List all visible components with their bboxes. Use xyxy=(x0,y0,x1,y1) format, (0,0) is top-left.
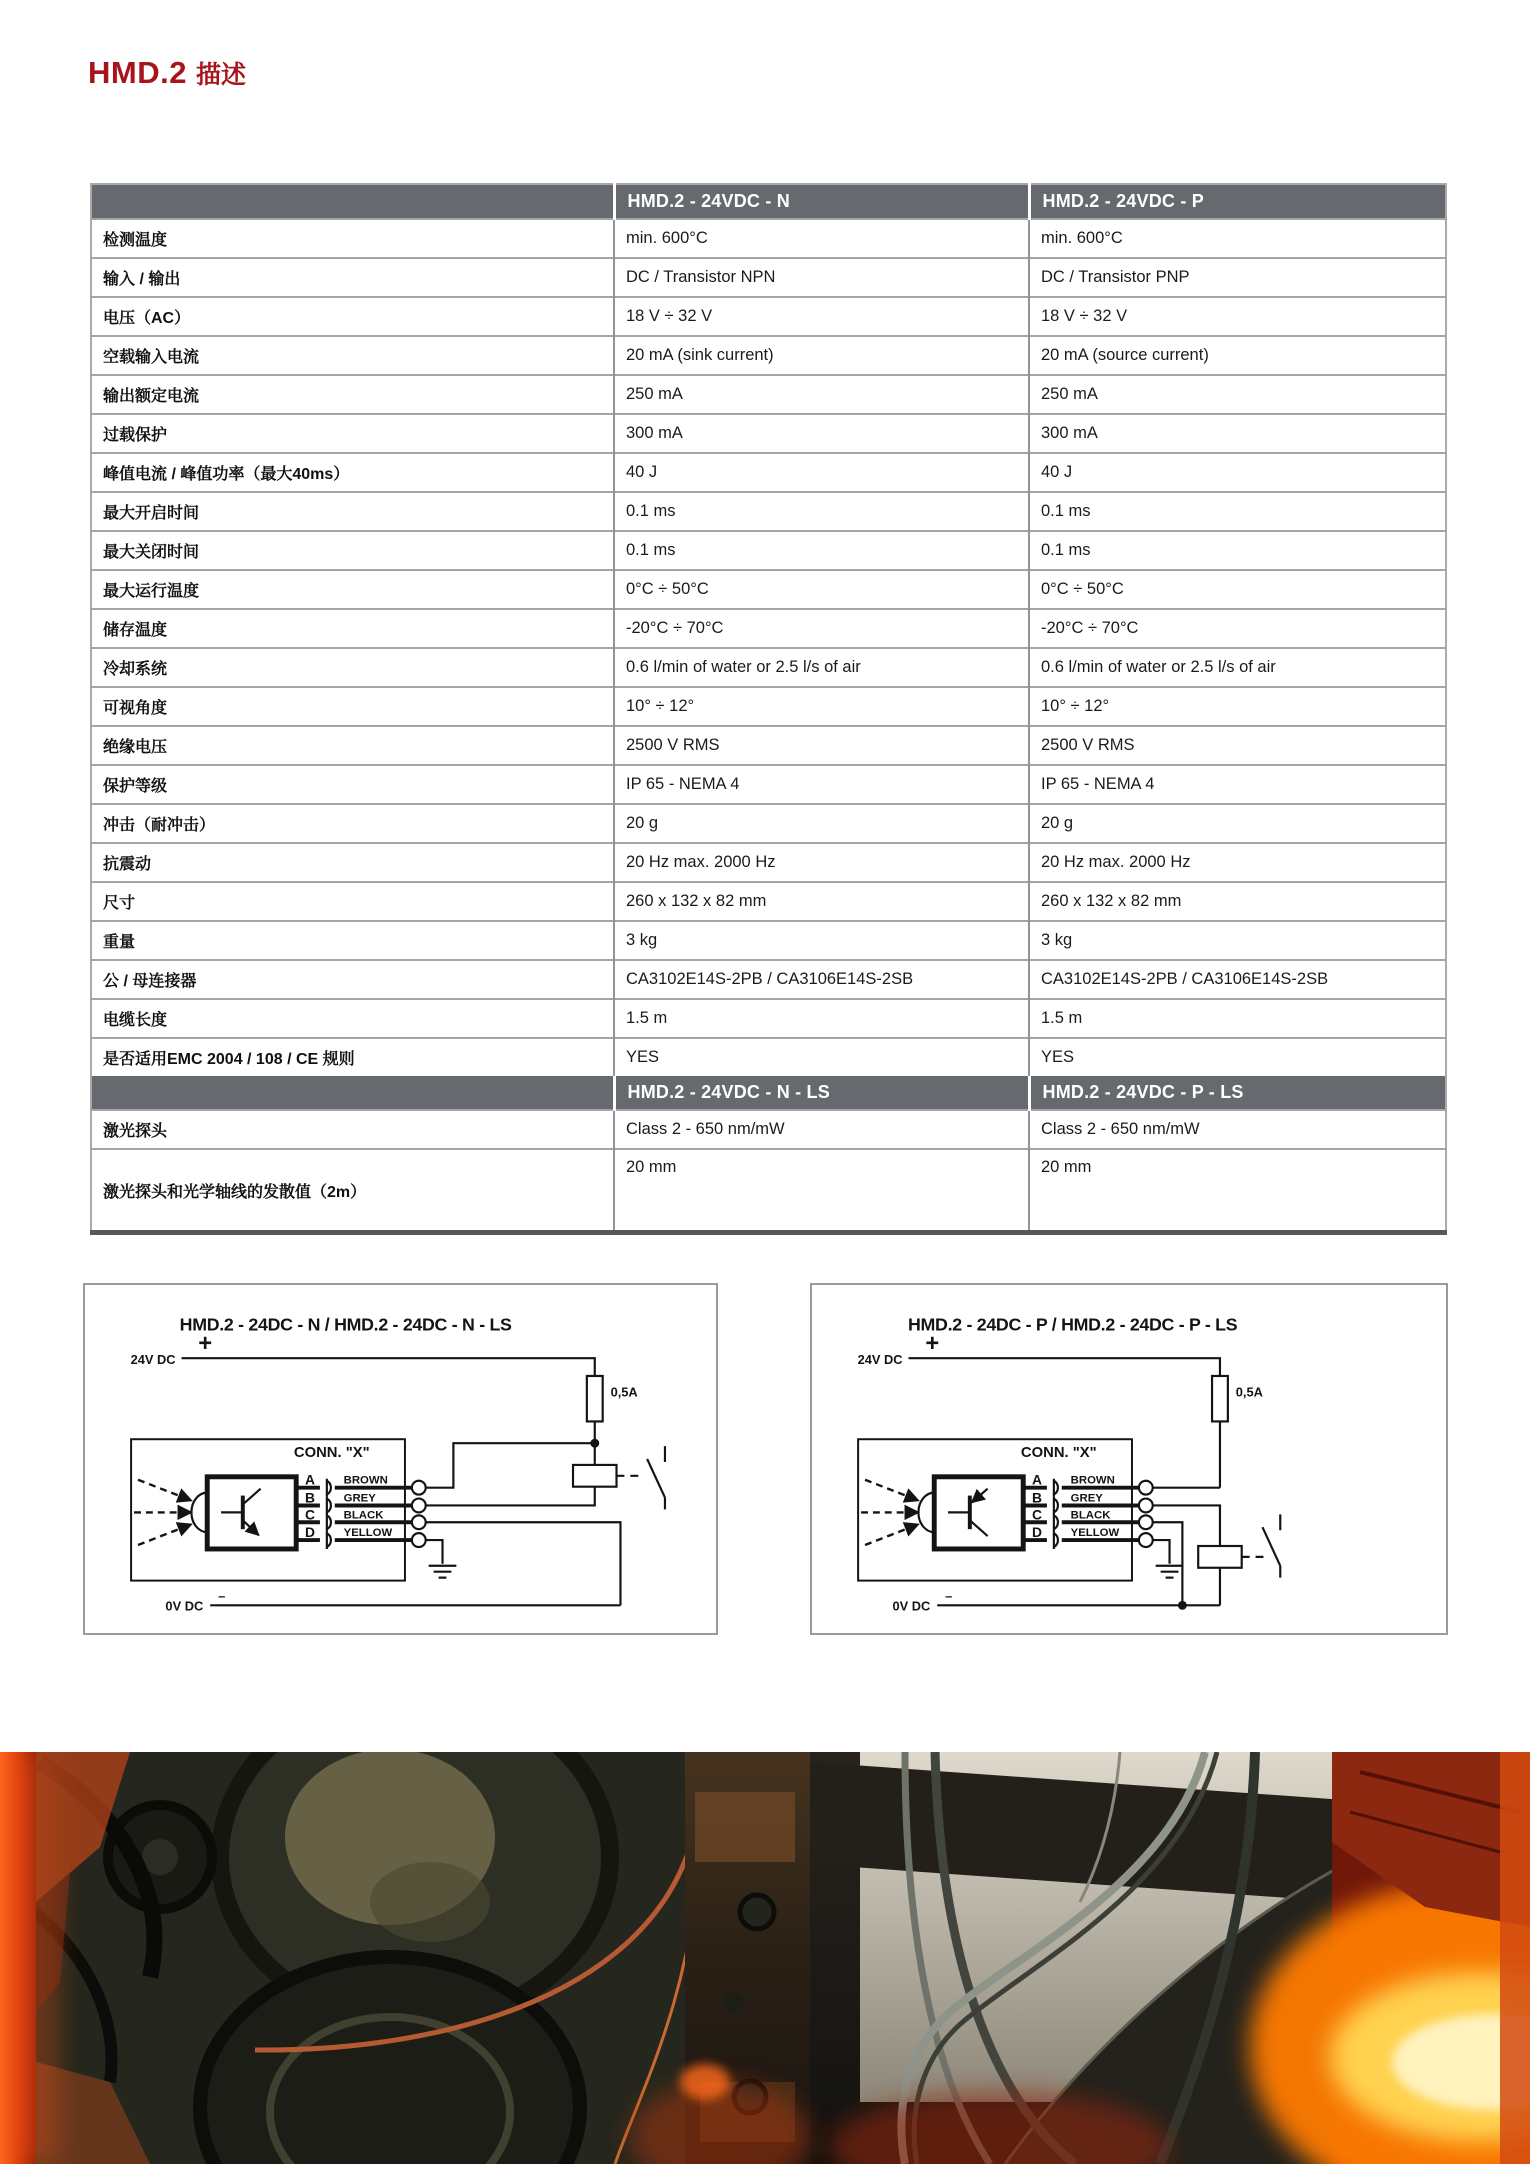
page-title-subtitle: 描述 xyxy=(195,61,246,89)
spec-value-p-cell: 3 kg xyxy=(1029,921,1446,960)
spec-value-n-cell: 20 Hz max. 2000 Hz xyxy=(614,843,1029,882)
spec-value-p-cell: 10° ÷ 12° xyxy=(1029,687,1446,726)
fuse-icon xyxy=(1212,1376,1228,1421)
supply-wire xyxy=(909,1358,1220,1376)
spec-value-n-cell: 0.1 ms xyxy=(614,531,1029,570)
spec-value-n-cell: 0°C ÷ 50°C xyxy=(614,570,1029,609)
svg-text:BLACK: BLACK xyxy=(343,1509,384,1522)
table-row xyxy=(91,609,1446,648)
spec-label-cell: 输入 / 输出 xyxy=(91,258,614,297)
fuse-rating: 0,5A xyxy=(610,1384,638,1400)
table-row xyxy=(91,960,1446,999)
svg-text:BROWN: BROWN xyxy=(343,1474,388,1487)
spec-value-n-cell: 250 mA xyxy=(614,375,1029,414)
spec-value-n-cell: -20°C ÷ 70°C xyxy=(614,609,1029,648)
spec-label-cell: 冲击（耐冲击） xyxy=(91,804,614,843)
table-row xyxy=(91,687,1446,726)
header-model-n: HMD.2 - 24VDC - N xyxy=(614,184,1029,219)
svg-text:C: C xyxy=(305,1506,316,1523)
spec-table xyxy=(90,183,1447,1235)
spec-value-p-cell: YES xyxy=(1029,1038,1446,1076)
supply-label: 24V DC xyxy=(857,1352,903,1368)
supply-label: 24V DC xyxy=(130,1352,176,1368)
table-row xyxy=(91,570,1446,609)
spec-value-n-cell: 3 kg xyxy=(614,921,1029,960)
wiring-diagram-npn xyxy=(83,1283,718,1635)
svg-text:D: D xyxy=(305,1524,316,1541)
wire-d-to-ground xyxy=(426,1540,443,1564)
spec-label-cell: 保护等级 xyxy=(91,765,614,804)
svg-text:A: A xyxy=(1032,1471,1043,1488)
terminal-circles xyxy=(1139,1481,1153,1547)
hot-rolling-mill-photo xyxy=(0,1752,1530,2164)
spec-label-cell: 电压（AC） xyxy=(91,297,614,336)
table-row xyxy=(91,765,1446,804)
connector-label: CONN. "X" xyxy=(1020,1445,1097,1462)
spec-value-p-cell: IP 65 - NEMA 4 xyxy=(1029,765,1446,804)
spec-value-n-cell: min. 600°C xyxy=(614,219,1029,258)
spec-label-cell: 输出额定电流 xyxy=(91,375,614,414)
table-row xyxy=(91,258,1446,297)
svg-text:B: B xyxy=(1032,1489,1043,1506)
spec-value-p-cell: 300 mA xyxy=(1029,414,1446,453)
spec-value-p-cell: 0°C ÷ 50°C xyxy=(1029,570,1446,609)
spec-value-n-cell: 20 mm xyxy=(614,1149,1029,1233)
spec-value-p-cell: 20 mm xyxy=(1029,1149,1446,1233)
spec-value-n-cell: 1.5 m xyxy=(614,999,1029,1038)
svg-text:BROWN: BROWN xyxy=(1070,1474,1115,1487)
spec-label-cell: 检测温度 xyxy=(91,219,614,258)
spec-value-n-cell: DC / Transistor NPN xyxy=(614,258,1029,297)
spec-value-n-cell: 260 x 132 x 82 mm xyxy=(614,882,1029,921)
spec-label-cell: 电缆长度 xyxy=(91,999,614,1038)
spec-value-p-cell: 2500 V RMS xyxy=(1029,726,1446,765)
ground-icon xyxy=(1156,1566,1184,1578)
spec-label-cell: 可视角度 xyxy=(91,687,614,726)
diagram-title: HMD.2 - 24DC - N / HMD.2 - 24DC - N - LS xyxy=(179,1314,512,1335)
spec-label-cell: 尺寸 xyxy=(91,882,614,921)
wire-c-to-zero xyxy=(426,1522,621,1605)
spec-value-n-cell: 2500 V RMS xyxy=(614,726,1029,765)
table-row xyxy=(91,999,1446,1038)
wire-a-to-supply xyxy=(426,1443,591,1487)
spec-value-p-cell: 0.1 ms xyxy=(1029,492,1446,531)
spec-value-p-cell: 20 mA (source current) xyxy=(1029,336,1446,375)
spec-value-p-cell: 260 x 132 x 82 mm xyxy=(1029,882,1446,921)
spec-value-n-cell: 20 g xyxy=(614,804,1029,843)
spec-label-cell: 公 / 母连接器 xyxy=(91,960,614,999)
spec-value-p-cell: min. 600°C xyxy=(1029,219,1446,258)
svg-text:GREY: GREY xyxy=(343,1492,376,1505)
spec-label-cell: 过载保护 xyxy=(91,414,614,453)
wire-d-to-ground xyxy=(1153,1540,1170,1564)
table-row xyxy=(91,453,1446,492)
spec-value-n-cell: CA3102E14S-2PB / CA3106E14S-2SB xyxy=(614,960,1029,999)
table-row xyxy=(91,219,1446,258)
table-row xyxy=(91,414,1446,453)
table-row xyxy=(91,531,1446,570)
table-row xyxy=(91,882,1446,921)
spec-label-cell: 储存温度 xyxy=(91,609,614,648)
spec-value-p-cell: CA3102E14S-2PB / CA3106E14S-2SB xyxy=(1029,960,1446,999)
spec-label-cell: 最大运行温度 xyxy=(91,570,614,609)
svg-text:YELLOW: YELLOW xyxy=(343,1527,393,1540)
spec-value-n-cell: 0.6 l/min of water or 2.5 l/s of air xyxy=(614,648,1029,687)
spec-value-n-cell: 40 J xyxy=(614,453,1029,492)
header-model-n-ls: HMD.2 - 24VDC - N - LS xyxy=(614,1076,1029,1110)
table-row xyxy=(91,804,1446,843)
spec-value-p-cell: 18 V ÷ 32 V xyxy=(1029,297,1446,336)
table-row xyxy=(91,492,1446,531)
svg-text:GREY: GREY xyxy=(1070,1492,1103,1505)
connector-pins xyxy=(296,1472,331,1549)
spec-value-p-cell: 0.6 l/min of water or 2.5 l/s of air xyxy=(1029,648,1446,687)
svg-text:D: D xyxy=(1032,1524,1043,1541)
plus-sign: + xyxy=(925,1331,940,1358)
table-row xyxy=(91,1038,1446,1076)
zero-volt-label: 0V DC xyxy=(165,1598,204,1614)
switch-contact-icon xyxy=(647,1446,665,1509)
spec-rows xyxy=(91,219,1446,1076)
svg-text:C: C xyxy=(1032,1506,1043,1523)
spec-value-p-cell: 40 J xyxy=(1029,453,1446,492)
spec-label-cell: 抗震动 xyxy=(91,843,614,882)
table-row xyxy=(91,726,1446,765)
relay-coil-icon xyxy=(573,1465,616,1487)
supply-wire xyxy=(182,1358,595,1376)
page-title-model: HMD.2 xyxy=(88,55,187,90)
spec-value-p-cell: 0.1 ms xyxy=(1029,531,1446,570)
spec-label-cell: 激光探头 xyxy=(91,1110,614,1149)
plus-sign: + xyxy=(198,1331,213,1358)
wire-color-labels xyxy=(1062,1475,1139,1540)
diagram-title: HMD.2 - 24DC - P / HMD.2 - 24DC - P - LS xyxy=(907,1314,1238,1335)
wire-c-to-zero xyxy=(1153,1522,1183,1605)
minus-sign: – xyxy=(945,1588,953,1604)
spec-value-p-cell: 20 Hz max. 2000 Hz xyxy=(1029,843,1446,882)
spec-label-cell: 是否适用EMC 2004 / 108 / CE 规则 xyxy=(91,1038,614,1076)
spec-value-n-cell: IP 65 - NEMA 4 xyxy=(614,765,1029,804)
table-row xyxy=(91,648,1446,687)
switch-contact-icon xyxy=(1262,1514,1280,1577)
table-row xyxy=(91,336,1446,375)
connector-pins xyxy=(1023,1472,1058,1549)
fuse-icon xyxy=(587,1376,603,1421)
svg-text:YELLOW: YELLOW xyxy=(1070,1527,1120,1540)
spec-value-n-cell: YES xyxy=(614,1038,1029,1076)
table-header-row-ls xyxy=(91,1076,1446,1110)
page-title xyxy=(88,54,246,91)
table-row xyxy=(91,1149,1446,1233)
connector-label: CONN. "X" xyxy=(293,1445,370,1462)
minus-sign: – xyxy=(218,1588,226,1604)
svg-text:BLACK: BLACK xyxy=(1070,1509,1111,1522)
table-row xyxy=(91,843,1446,882)
table-row xyxy=(91,297,1446,336)
junction-dot xyxy=(590,1439,599,1448)
spec-value-n-cell: 18 V ÷ 32 V xyxy=(614,297,1029,336)
table-row xyxy=(91,1110,1446,1149)
spec-value-p-cell: Class 2 - 650 nm/mW xyxy=(1029,1110,1446,1149)
terminal-circles xyxy=(412,1481,426,1547)
wiring-diagram-pnp xyxy=(810,1283,1448,1635)
spec-value-p-cell: DC / Transistor PNP xyxy=(1029,258,1446,297)
wire-color-labels xyxy=(335,1475,412,1540)
spec-value-n-cell: 300 mA xyxy=(614,414,1029,453)
table-row xyxy=(91,375,1446,414)
spec-value-p-cell: 250 mA xyxy=(1029,375,1446,414)
spec-label-cell: 最大关闭时间 xyxy=(91,531,614,570)
spec-label-cell: 绝缘电压 xyxy=(91,726,614,765)
header-model-p-ls: HMD.2 - 24VDC - P - LS xyxy=(1029,1076,1446,1110)
light-rays-icon xyxy=(134,1480,191,1545)
relay-coil-icon xyxy=(1198,1546,1242,1568)
spec-value-p-cell: 20 g xyxy=(1029,804,1446,843)
spec-label-cell: 冷却系统 xyxy=(91,648,614,687)
spec-label-cell: 峰值电流 / 峰值功率（最大40ms） xyxy=(91,453,614,492)
spec-label-cell: 激光探头和光学轴线的发散值（2m） xyxy=(91,1149,614,1233)
fuse-rating: 0,5A xyxy=(1235,1384,1263,1400)
spec-label-cell: 最大开启时间 xyxy=(91,492,614,531)
spec-value-n-cell: 10° ÷ 12° xyxy=(614,687,1029,726)
table-row xyxy=(91,921,1446,960)
spec-rows-ls xyxy=(91,1110,1446,1233)
light-rays-icon xyxy=(861,1480,918,1545)
sensor-icon xyxy=(207,1477,296,1549)
spec-value-p-cell: 1.5 m xyxy=(1029,999,1446,1038)
spec-subheader xyxy=(91,1076,1446,1110)
header-ls-empty-cell xyxy=(91,1076,614,1110)
wire-b-to-relay xyxy=(426,1487,595,1506)
sensor-icon xyxy=(934,1477,1023,1549)
spec-label-cell: 空载输入电流 xyxy=(91,336,614,375)
zero-volt-label: 0V DC xyxy=(892,1598,931,1614)
spec-value-p-cell: -20°C ÷ 70°C xyxy=(1029,609,1446,648)
ground-icon xyxy=(429,1566,457,1578)
spec-value-n-cell: 20 mA (sink current) xyxy=(614,336,1029,375)
svg-text:A: A xyxy=(305,1471,316,1488)
svg-text:B: B xyxy=(305,1489,316,1506)
spec-label-cell: 重量 xyxy=(91,921,614,960)
table-header-row xyxy=(91,184,1446,219)
spec-value-n-cell: Class 2 - 650 nm/mW xyxy=(614,1110,1029,1149)
spec-value-n-cell: 0.1 ms xyxy=(614,492,1029,531)
header-empty-cell xyxy=(91,184,614,219)
header-model-p: HMD.2 - 24VDC - P xyxy=(1029,184,1446,219)
